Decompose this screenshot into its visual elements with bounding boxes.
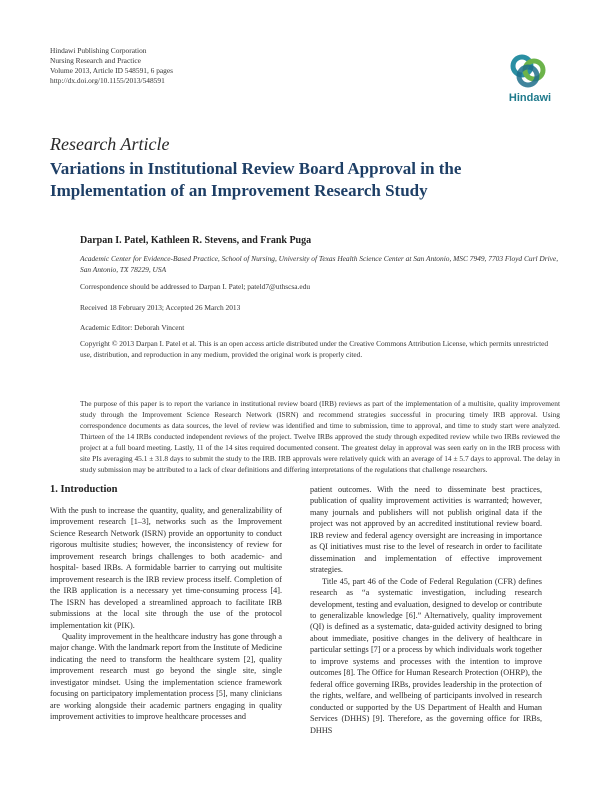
- paragraph: patient outcomes. With the need to disseminate best practices, publication of quality improvement activities is warranted; however, many journals and publishers will not publish original data if the project was not approved by an accredited institutional review board. IRB review and federal agency oversight are increasing in importance as QI initiatives must rise to the level of research in order to facilitate dissemination and implementation of effective improvement strategies.: [310, 485, 542, 575]
- article-type: Research Article: [50, 134, 170, 154]
- journal-name: Nursing Research and Practice: [50, 56, 141, 65]
- academic-editor: Academic Editor: Deborah Vincent: [80, 323, 185, 332]
- journal-header: [50, 46, 173, 86]
- right-column: [310, 484, 542, 736]
- section-heading: 1. Introduction: [50, 484, 118, 495]
- affiliation: Academic Center for Evidence-Based Practice, School of Nursing, University of Texas Health Science Center at San Antonio, MSC 7949, 7703 Floyd Curl Drive, San Antonio, TX 78229, USA: [80, 254, 559, 274]
- correspondence: Correspondence should be addressed to Darpan I. Patel; pateld7@uthscsa.edu: [80, 282, 311, 291]
- received-dates: Received 18 February 2013; Accepted 26 March 2013: [80, 303, 241, 312]
- paragraph: Quality improvement in the healthcare industry has gone through a major change. With the landmark report from the Institute of Medicine indicating the need to transform the healthcare system [2], quality improvement research must go beyond the single site, single investigator mindset. Using the implementation science framework focusing on participatory implementation process [5], many clinicians are working alongside their academic partners engaging in quality improvement activities to improve healthcare processes and: [50, 631, 282, 722]
- paragraph: With the push to increase the quantity, quality, and generalizability of improvement research [1–3], networks such as the Improvement Science Research Network (ISRN) provide an opportunity to conduct rigorous multisite studies; however, the inconsistency of review for improvement research brings challenges to both academic- and hospital- based IRBs. A formidable barrier to carrying out multisite improvement research is the IRB review process itself. Completion of the IRB application is a necessary yet time-consuming process [4]. The ISRN has developed a streamlined approach to facilitate IRB submissions at the local site through the use of the protocol implementation kit (PIK).: [50, 506, 282, 630]
- authors: Darpan I. Patel, Kathleen R. Stevens, and Frank Puga: [80, 235, 312, 246]
- volume-line: Volume 2013, Article ID 548591, 6 pages: [50, 66, 174, 75]
- publisher-line: Hindawi Publishing Corporation: [50, 46, 147, 55]
- left-column: [50, 505, 282, 723]
- copyright: Copyright © 2013 Darpan I. Patel et al. This is an open access article distributed under the Creative Commons Attribution License, which permits unrestricted use, distribution, and reproduction in any medium, provided the original work is properly cited.: [80, 339, 549, 359]
- paper-title: Variations in Institutional Review Board Approval in the Implementation of an Improvement Research Study: [50, 159, 462, 200]
- abstract: The purpose of this paper is to report the variance in institutional review board (IRB) reviews as part of the implementation of a multisite, quality improvement study through the Improvement Science Research Network (ISRN) and recommend strategies successful in procuring timely IRB approval. Using correspondence documents as data sources, the level of review was identified and time to submission, time to approval, and time to study start were analyzed. Thirteen of the 14 IRBs conducted independent reviews of the project. Twelve IRBs approved the study through expedited review while two IRBs reviewed the project at a full board meeting. Lastly, 11 of the 14 sites required documented consent. The greatest delay in approval was seen early on in the IRB process with site PIs averaging 45.1 ± 31.8 days to submit the study to the IRB. IRB approvals were relatively quick with an average of 14 ± 5.7 days to approval. The delay in study submission may be attributed to a lack of clear definitions and differing interpretations of the regulations that challenge researchers.: [80, 399, 560, 474]
- logo-wordmark: Hindawi: [508, 92, 552, 104]
- paragraph: Title 45, part 46 of the Code of Federal Regulation (CFR) defines research as “a systematic investigation, including research development, testing and evaluation, designed to develop or contribute to generalizable knowledge [6].” Alternatively, quality improvement (QI) is defined as a systematic, data-guided activity designed to bring about immediate, positive changes in the delivery of healthcare in particular settings [7] or a process by which individuals work together to improve systems and processes with the intention to improve outcomes [8]. The Office for Human Research Protection (OHRP), the federal office governing IRBs, provides leadership in the protection of the rights, welfare, and wellbeing of participants involved in research conducted or supported by the US Department of Health and Human Services (DHHS) [9]. Therefore, as the governing office for IRBs, DHHS: [310, 576, 542, 735]
- doi-link[interactable]: http://dx.doi.org/10.1155/2013/548591: [50, 76, 165, 85]
